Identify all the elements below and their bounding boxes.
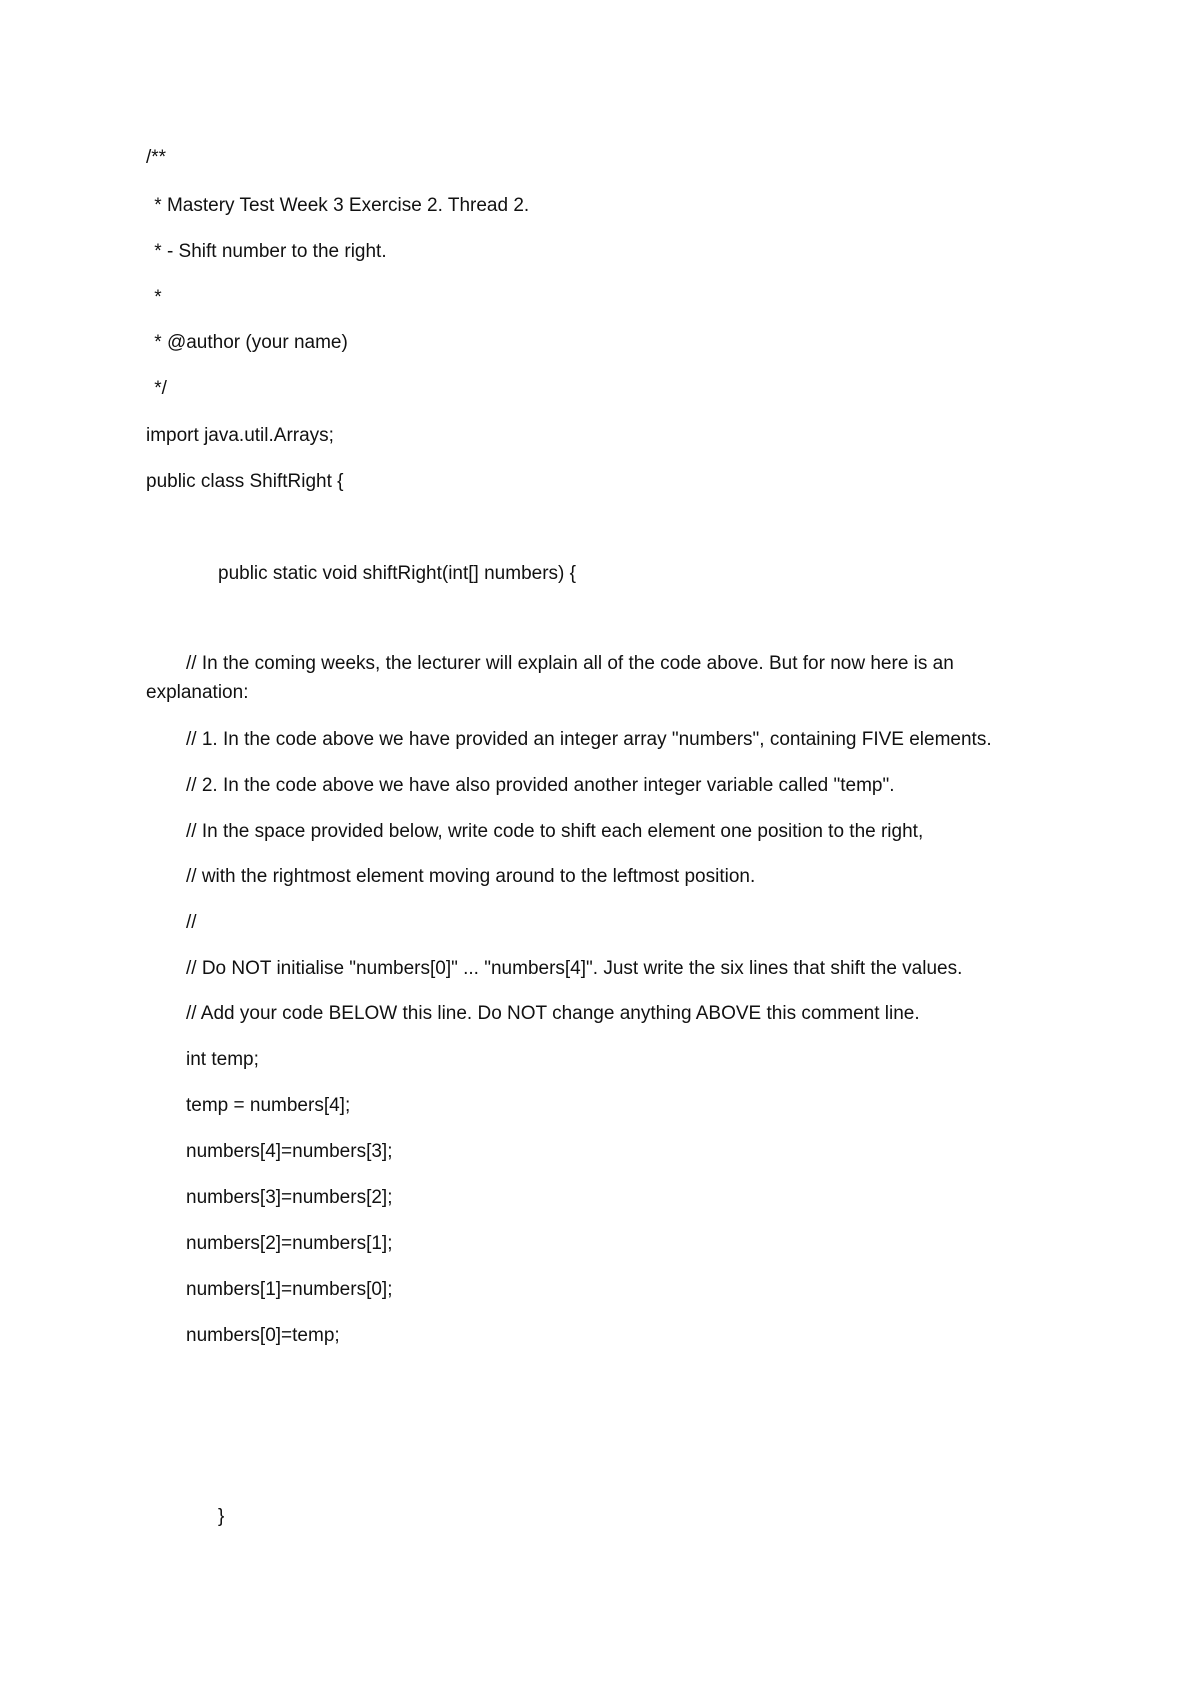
comment-explanation-line2: explanation: [146, 682, 249, 703]
code-line: int temp; [186, 1049, 259, 1070]
closing-brace: } [218, 1506, 225, 1527]
comment-author-line: * @author (your name) [149, 332, 348, 353]
comment-do-not: // Do NOT initialise "numbers[0]" ... "numbers[4]". Just write the six lines that shift the values. [186, 958, 963, 979]
comment-blank: // [186, 912, 197, 933]
comment-close: */ [149, 378, 167, 399]
code-line: numbers[4]=numbers[3]; [186, 1141, 393, 1162]
comment-instruction1: // In the space provided below, write code to shift each element one position to the right, [186, 821, 924, 842]
comment-blank-star: * [149, 287, 162, 308]
comment-instruction2: // with the rightmost element moving around to the leftmost position. [186, 866, 756, 887]
comment-point1: // 1. In the code above we have provided an integer array "numbers", containing FIVE elements. [186, 729, 992, 750]
comment-add-code: // Add your code BELOW this line. Do NOT change anything ABOVE this comment line. [186, 1003, 920, 1024]
class-declaration: public class ShiftRight { [146, 471, 344, 492]
code-line: numbers[2]=numbers[1]; [186, 1233, 393, 1254]
code-line: numbers[0]=temp; [186, 1325, 340, 1346]
method-declaration: public static void shiftRight(int[] numbers) { [218, 563, 576, 584]
comment-explanation-line1: // In the coming weeks, the lecturer will explain all of the code above. But for now here is an [186, 653, 954, 674]
comment-task-line: * - Shift number to the right. [149, 241, 387, 262]
comment-title-line: * Mastery Test Week 3 Exercise 2. Thread 2. [149, 195, 530, 216]
comment-open: /** [146, 147, 167, 168]
import-line: import java.util.Arrays; [146, 425, 334, 446]
code-line: numbers[3]=numbers[2]; [186, 1187, 393, 1208]
code-line: temp = numbers[4]; [186, 1095, 351, 1116]
comment-point2: // 2. In the code above we have also provided another integer variable called "temp". [186, 775, 895, 796]
code-line: numbers[1]=numbers[0]; [186, 1279, 393, 1300]
